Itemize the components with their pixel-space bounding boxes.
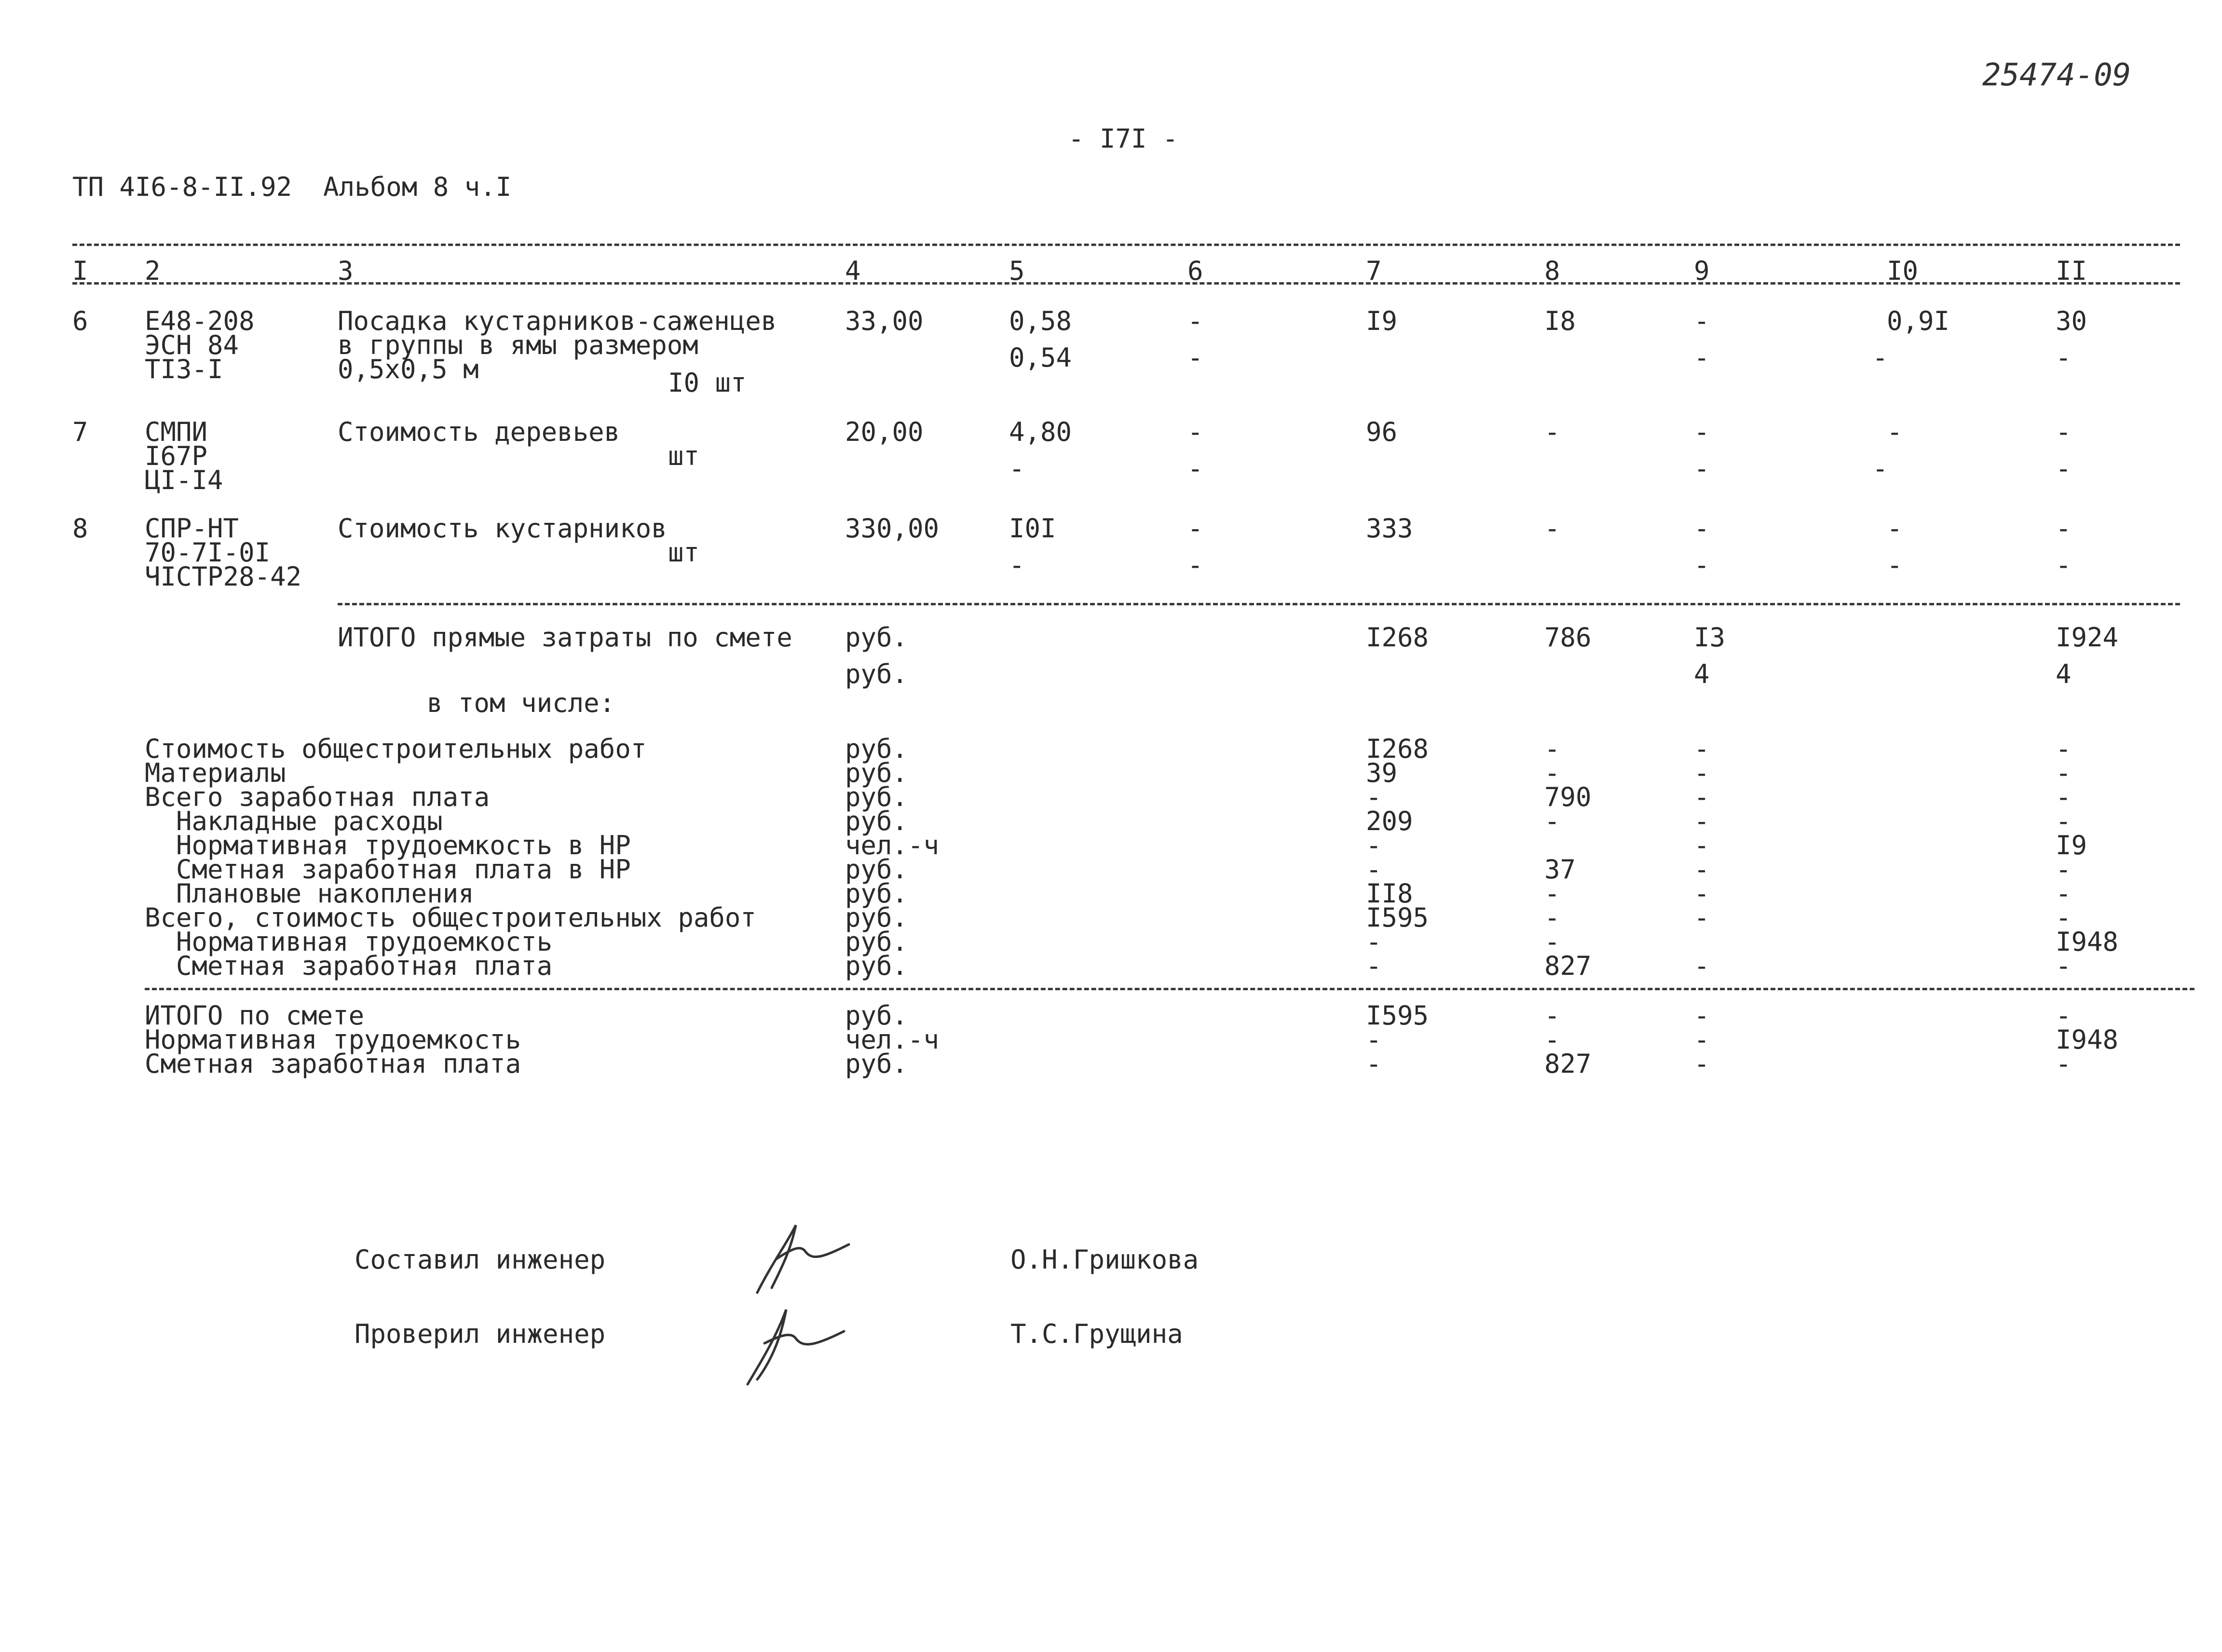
itogo-direct-c8: 786 <box>1544 622 1592 653</box>
summary-c11: - <box>2056 782 2072 812</box>
itogo-direct-c11: I924 <box>2056 622 2119 653</box>
cell-11: - <box>2056 417 2072 447</box>
summary-c8: - <box>1544 806 1560 836</box>
final-c7: - <box>1366 1049 1382 1079</box>
summary-unit: руб. <box>845 782 908 812</box>
summary-c11: I9 <box>2056 830 2087 860</box>
cell-10b: - <box>1872 453 1888 484</box>
cell-6: - <box>1187 306 1203 336</box>
column-number: 9 <box>1694 256 1710 286</box>
summary-unit: руб. <box>845 758 908 788</box>
row-description-line: Стоимость деревьев <box>338 417 620 447</box>
summary-unit: руб. <box>845 854 908 885</box>
row-description-line: в группы в ямы размером <box>338 330 698 360</box>
row-quantity: 20,00 <box>845 417 924 447</box>
row-code-line: ЧIСТР28-42 <box>145 561 302 592</box>
summary-c11: - <box>2056 758 2072 788</box>
cell-9: - <box>1694 417 1710 447</box>
summary-c7: - <box>1366 830 1382 860</box>
summary-c11: - <box>2056 902 2072 933</box>
cell-6: - <box>1187 417 1203 447</box>
row-quantity: 330,00 <box>845 513 940 544</box>
summary-c7: - <box>1366 927 1382 957</box>
final-c11: - <box>2056 1049 2072 1079</box>
cell-7: I9 <box>1366 306 1398 336</box>
cell-10b: - <box>1887 550 1903 580</box>
summary-c7: I595 <box>1366 902 1429 933</box>
summary-label: Материалы <box>145 758 286 788</box>
cell-11: - <box>2056 513 2072 544</box>
cell-10: - <box>1887 417 1903 447</box>
summary-c7: - <box>1366 951 1382 981</box>
column-number: 6 <box>1187 256 1203 286</box>
row-unit: шт <box>668 537 700 568</box>
handwritten-signature <box>738 1297 854 1394</box>
summary-label: Сметная заработная плата в НР <box>145 854 631 885</box>
row-code-line: TI3-I <box>145 354 223 384</box>
final-label: ИТОГО по смете <box>145 1000 365 1031</box>
cell-11b: - <box>2056 550 2072 580</box>
summary-c7: - <box>1366 782 1382 812</box>
row-number: 8 <box>72 513 88 544</box>
cell-9b: - <box>1694 453 1710 484</box>
summary-unit: руб. <box>845 734 908 764</box>
doc-number: 25474-09 <box>1982 57 2131 93</box>
summary-c11: - <box>2056 878 2072 909</box>
cell-6b: - <box>1187 342 1203 373</box>
summary-unit: чел.-ч <box>845 830 940 860</box>
final-rule <box>145 988 2195 990</box>
cell-10: - <box>1887 513 1903 544</box>
summary-label: Нормативная трудоемкость <box>145 927 553 957</box>
itogo-direct-label: ИТОГО прямые затраты по смете <box>338 622 792 653</box>
summary-unit: руб. <box>845 902 908 933</box>
cell-5: I0I <box>1009 513 1056 544</box>
summary-c11: - <box>2056 734 2072 764</box>
summary-label: Сметная заработная плата <box>145 951 553 981</box>
row-unit: шт <box>668 441 700 471</box>
summary-c8: 827 <box>1544 951 1592 981</box>
final-c11: I948 <box>2056 1024 2119 1055</box>
summary-label: Накладные расходы <box>145 806 443 836</box>
row-unit: I0 шт <box>668 368 747 398</box>
summary-c8: 790 <box>1544 782 1592 812</box>
final-c9: - <box>1694 1024 1710 1055</box>
summary-c11: - <box>2056 854 2072 885</box>
including-label: в том числе: <box>427 688 615 718</box>
final-unit: руб. <box>845 1000 908 1031</box>
itogo-direct-c7: I268 <box>1366 622 1429 653</box>
summary-c9: - <box>1694 806 1710 836</box>
cell-6: - <box>1187 513 1203 544</box>
column-header-rule <box>72 282 2180 285</box>
summary-c7: I268 <box>1366 734 1429 764</box>
summary-c9: - <box>1694 734 1710 764</box>
cell-11: 30 <box>2056 306 2087 336</box>
summary-label: Всего заработная плата <box>145 782 490 812</box>
itogo-direct-unit: руб. <box>845 659 908 689</box>
itogo-direct-unit: руб. <box>845 622 908 653</box>
row-code-line: СМПИ <box>145 417 208 447</box>
cell-11b: - <box>2056 453 2072 484</box>
column-number: 7 <box>1366 256 1382 286</box>
column-number: 2 <box>145 256 161 286</box>
final-c11: - <box>2056 1000 2072 1031</box>
final-label: Сметная заработная плата <box>145 1049 521 1079</box>
itogo-direct-c11b: 4 <box>2056 659 2072 689</box>
cell-9b: - <box>1694 550 1710 580</box>
itogo-direct-c9b: 4 <box>1694 659 1710 689</box>
summary-label: Плановые накопления <box>145 878 474 909</box>
summary-c9: - <box>1694 854 1710 885</box>
row-code-line: ЭСН 84 <box>145 330 239 360</box>
row-code-line: ЦI-I4 <box>145 465 223 495</box>
cell-6b: - <box>1187 453 1203 484</box>
final-c7: - <box>1366 1024 1382 1055</box>
summary-c9: - <box>1694 830 1710 860</box>
summary-c8: 37 <box>1544 854 1576 885</box>
summary-c9: - <box>1694 902 1710 933</box>
row-code-line: СПР-НТ <box>145 513 239 544</box>
column-number: 8 <box>1544 256 1560 286</box>
signature-name: Т.С.Грущина <box>1010 1319 1183 1349</box>
row-code-line: 70-7I-0I <box>145 537 271 568</box>
summary-c9: - <box>1694 758 1710 788</box>
page-number: - I7I - <box>1068 123 1178 154</box>
handwritten-signature <box>743 1215 859 1302</box>
summary-c9: - <box>1694 951 1710 981</box>
row-description-line: Стоимость кустарников <box>338 513 667 544</box>
summary-c11: I948 <box>2056 927 2119 957</box>
summary-c7: 209 <box>1366 806 1413 836</box>
totals-rule <box>338 603 2180 605</box>
summary-c11: - <box>2056 951 2072 981</box>
column-number: 3 <box>338 256 354 286</box>
column-number: II <box>2056 256 2087 286</box>
signature-role: Составил инженер <box>354 1244 606 1275</box>
final-c9: - <box>1694 1049 1710 1079</box>
cell-8: I8 <box>1544 306 1576 336</box>
summary-label: Всего, стоимость общестроительных работ <box>145 902 756 933</box>
row-code-line: I67Р <box>145 441 208 471</box>
column-number: 5 <box>1009 256 1025 286</box>
summary-c11: - <box>2056 806 2072 836</box>
row-description-line: Посадка кустарников-саженцев <box>338 306 777 336</box>
final-c8: 827 <box>1544 1049 1592 1079</box>
itogo-direct-c9: I3 <box>1694 622 1726 653</box>
row-description-line: 0,5х0,5 м <box>338 354 479 384</box>
final-label: Нормативная трудоемкость <box>145 1024 521 1055</box>
cell-5b: 0,54 <box>1009 342 1072 373</box>
cell-7: 333 <box>1366 513 1413 544</box>
cell-5: 4,80 <box>1009 417 1072 447</box>
cell-10b: - <box>1872 342 1888 373</box>
row-quantity: 33,00 <box>845 306 924 336</box>
summary-c9: - <box>1694 782 1710 812</box>
cell-9b: - <box>1694 342 1710 373</box>
summary-c8: - <box>1544 878 1560 909</box>
signature-role: Проверил инженер <box>354 1319 606 1349</box>
cell-5: 0,58 <box>1009 306 1072 336</box>
final-c8: - <box>1544 1000 1560 1031</box>
document-header: ТП 4I6-8-II.92 Альбом 8 ч.I <box>72 172 512 202</box>
signature-name: О.Н.Гришкова <box>1010 1244 1199 1275</box>
column-number: 4 <box>845 256 861 286</box>
column-number: I <box>72 256 88 286</box>
summary-unit: руб. <box>845 878 908 909</box>
summary-c7: - <box>1366 854 1382 885</box>
cell-11b: - <box>2056 342 2072 373</box>
summary-label: Стоимость общестроительных работ <box>145 734 647 764</box>
cell-9: - <box>1694 306 1710 336</box>
summary-c7: II8 <box>1366 878 1413 909</box>
summary-c8: - <box>1544 734 1560 764</box>
column-number: I0 <box>1887 256 1919 286</box>
summary-c7: 39 <box>1366 758 1398 788</box>
summary-c8: - <box>1544 927 1560 957</box>
summary-c8: - <box>1544 902 1560 933</box>
cell-7: 96 <box>1366 417 1398 447</box>
cell-10: 0,9I <box>1887 306 1950 336</box>
row-number: 6 <box>72 306 88 336</box>
final-unit: руб. <box>845 1049 908 1079</box>
final-c9: - <box>1694 1000 1710 1031</box>
cell-5b: - <box>1009 453 1025 484</box>
final-c8: - <box>1544 1024 1560 1055</box>
cell-8: - <box>1544 513 1560 544</box>
cell-6b: - <box>1187 550 1203 580</box>
row-number: 7 <box>72 417 88 447</box>
table-top-rule <box>72 244 2180 246</box>
row-code-line: Е48-208 <box>145 306 255 336</box>
final-unit: чел.-ч <box>845 1024 940 1055</box>
summary-c9: - <box>1694 878 1710 909</box>
final-c7: I595 <box>1366 1000 1429 1031</box>
cell-5b: - <box>1009 550 1025 580</box>
summary-label: Нормативная трудоемкость в НР <box>145 830 631 860</box>
cell-8: - <box>1544 417 1560 447</box>
summary-unit: руб. <box>845 951 908 981</box>
summary-unit: руб. <box>845 806 908 836</box>
cell-9: - <box>1694 513 1710 544</box>
summary-c8: - <box>1544 758 1560 788</box>
summary-unit: руб. <box>845 927 908 957</box>
